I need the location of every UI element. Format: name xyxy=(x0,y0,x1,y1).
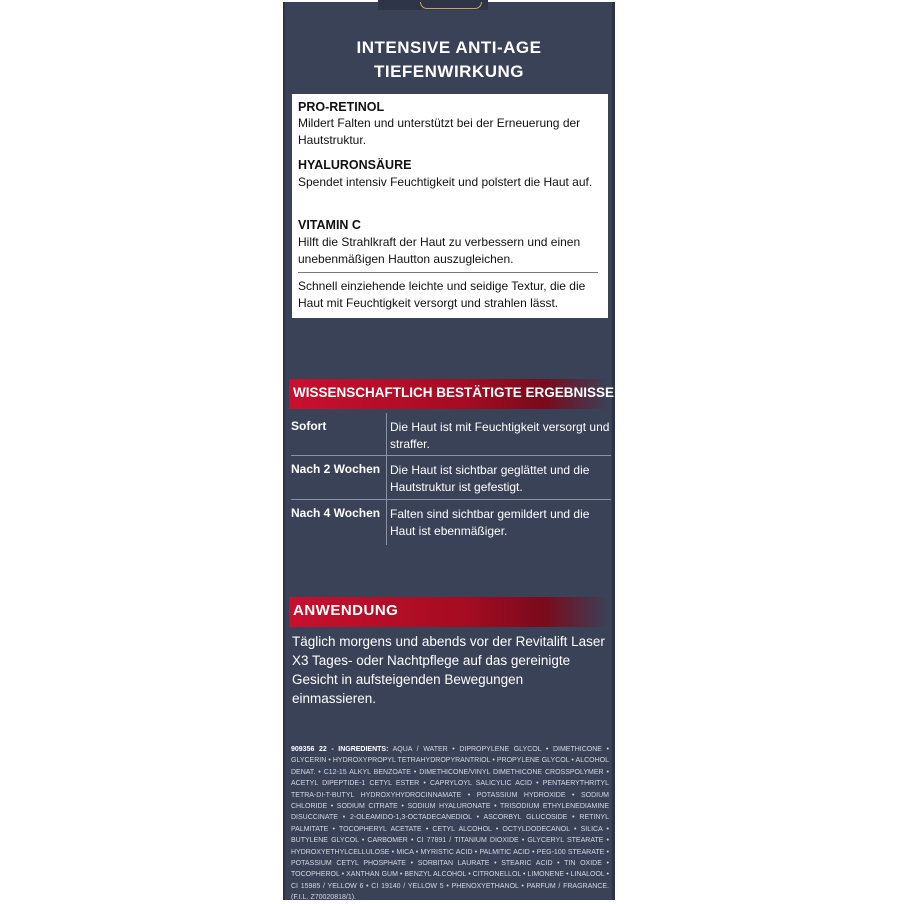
usage-text: Täglich morgens und abends vor der Revitalift Laser X3 Tages- oder Nachtpflege auf das gereinigte Gesicht in aufsteigenden Bewegungen einmassieren. xyxy=(292,634,605,706)
feature-text-vitamin-c: Hilft die Strahlkraft der Haut zu verbessern und einen unebenmäßigen Hautton auszugleichen. xyxy=(298,235,581,266)
result-label: Sofort xyxy=(291,419,327,433)
product-title xyxy=(285,36,613,84)
usage-heading-bar xyxy=(289,597,609,627)
feature-text-hyaluron: Spendet intensiv Feuchtigkeit und polstert die Haut auf. xyxy=(298,175,593,189)
result-text: Die Haut ist sichtbar geglättet und die Hautstruktur ist gefestigt. xyxy=(390,463,590,494)
texture-note: Schnell einziehende leichte und seidige Textur, die die Haut mit Feuchtigkeit versorgt und strahlen lässt. xyxy=(298,279,586,310)
result-divider xyxy=(291,499,611,500)
results-column-divider xyxy=(386,413,387,545)
feature-heading-pro-retinol: PRO-RETINOL xyxy=(298,100,385,114)
ingredients-list xyxy=(291,744,609,904)
feature-text-pro-retinol: Mildert Falten und unterstützt bei der Erneuerung der Hautstruktur. xyxy=(298,116,581,147)
box-edge-right xyxy=(612,2,615,900)
title-line-1: INTENSIVE ANTI-AGE xyxy=(356,38,542,57)
feature-heading-vitamin-c: VITAMIN C xyxy=(298,218,361,232)
ingredients-prefix: 909356 22 - INGREDIENTS: xyxy=(291,746,389,753)
ingredients-text: AQUA / WATER • DIPROPYLENE GLYCOL • DIMETHICONE • GLYCERIN • HYDROXYPROPYL TETRAHYDROPYRANTRIOL • PROPYLENE GLYCOL • ALCOHOL DENAT. • C12-15 ALKYL BENZOATE • DIMETHICONE/VINYL DIMETHICONE CROSSPOLYMER • ACETYL DIPEPTIDE-1 CETYL ESTER • CAPRYLOYL SALICYLIC ACID • PENTAERYTHRITYL TETRA-DI-T-BUTYL HYDROXYHYDROCINNAMATE • POTASSIUM HYDROXIDE • SODIUM CHLORIDE • SODIUM CITRATE • SODIUM HYALURONATE • TRISODIUM ETHYLENEDIAMINE DISUCCINATE • 2-OLEAMIDO-1,3-OCTADECANEDIOL • ASCORBYL GLUCOSIDE • RETINYL PALMITATE • TOCOPHERYL ACETATE • CETYL ALCOHOL • OCTYLDODECANOL • SILICA • BUTYLENE GLYCOL • CARBOMER • CI 77891 / TITANIUM DIOXIDE • GLYCERYL STEARATE • HYDROXYETHYLCELLULOSE • MICA • MYRISTIC ACID • PALMITIC ACID • PEG-100 STEARATE • POTASSIUM CETYL PHOSPHATE • SORBITAN LAURATE • STEARIC ACID • TIN OXIDE • TOCOPHEROL • XANTHAN GUM • BENZYL ALCOHOL • CITRONELLOL • LIMONENE • LINALOOL • CI 15985 / YELLOW 6 • CI 19140 / YELLOW 5 • PHENOXYETHANOL • PARFUM / FRAGRANCE. (F.I.L. Z70020818/1). xyxy=(291,746,609,902)
result-label: Nach 4 Wochen xyxy=(291,506,381,520)
result-divider xyxy=(291,455,611,456)
feature-heading-hyaluron: HYALURONSÄURE xyxy=(298,158,412,172)
benefits-panel xyxy=(292,94,608,318)
result-text: Falten sind sichtbar gemildert und die Haut ist ebenmäßiger. xyxy=(390,507,590,538)
result-text: Die Haut ist mit Feuchtigkeit versorgt und straffer. xyxy=(390,420,610,451)
title-line-2: TIEFENWIRKUNG xyxy=(373,62,525,81)
usage-heading: ANWENDUNG xyxy=(293,602,399,619)
seal-emblem-icon xyxy=(420,2,482,9)
results-heading: WISSENSCHAFTLICH BESTÄTIGTE ERGEBNISSE xyxy=(293,385,615,400)
result-label: Nach 2 Wochen xyxy=(291,462,381,476)
results-heading-bar xyxy=(289,379,615,409)
panel-divider xyxy=(298,272,598,273)
